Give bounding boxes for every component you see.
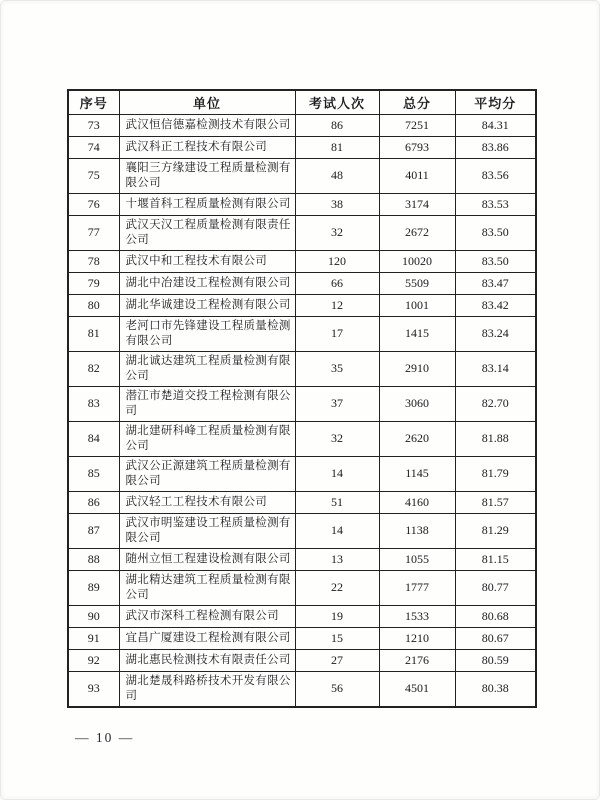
average-score-cell: 81.79	[455, 456, 536, 491]
row-number-cell: 85	[68, 456, 119, 491]
row-number-cell: 93	[68, 671, 119, 707]
average-score-cell: 84.31	[455, 114, 536, 136]
exam-count-cell: 48	[295, 158, 379, 193]
total-score-cell: 3174	[379, 193, 455, 215]
unit-cell: 襄阳三方缘建设工程质量检测有限公司	[119, 158, 295, 193]
table-row	[68, 605, 536, 627]
exam-count-cell: 19	[295, 605, 379, 627]
total-score-cell: 1533	[379, 605, 455, 627]
table-row	[68, 158, 536, 193]
average-score-cell: 83.53	[455, 193, 536, 215]
exam-count-cell: 27	[295, 649, 379, 671]
unit-cell: 武汉市深科工程检测有限公司	[119, 605, 295, 627]
average-score-cell: 81.15	[455, 548, 536, 570]
exam-count-cell: 81	[295, 136, 379, 158]
total-score-cell: 2176	[379, 649, 455, 671]
total-score-cell: 2910	[379, 351, 455, 386]
row-number-cell: 79	[68, 272, 119, 294]
exam-count-cell: 15	[295, 627, 379, 649]
exam-count-cell: 14	[295, 456, 379, 491]
total-score-cell: 10020	[379, 250, 455, 272]
total-score-cell: 4011	[379, 158, 455, 193]
row-number-cell: 73	[68, 114, 119, 136]
unit-cell: 武汉市明鉴建设工程质量检测有限公司	[119, 513, 295, 548]
total-score-cell: 1055	[379, 548, 455, 570]
total-score-header: 总分	[379, 90, 455, 114]
total-score-cell: 1001	[379, 294, 455, 316]
unit-cell: 十堰首科工程质量检测有限公司	[119, 193, 295, 215]
exam-count-cell: 17	[295, 316, 379, 351]
table-row	[68, 250, 536, 272]
table-row	[68, 671, 536, 707]
exam-count-cell: 22	[295, 570, 379, 605]
row-number-cell: 90	[68, 605, 119, 627]
total-score-cell: 1210	[379, 627, 455, 649]
unit-cell: 湖北惠民检测技术有限责任公司	[119, 649, 295, 671]
row-number-cell: 80	[68, 294, 119, 316]
row-number-cell: 75	[68, 158, 119, 193]
average-score-cell: 80.38	[455, 671, 536, 707]
unit-cell: 武汉轻工工程技术有限公司	[119, 491, 295, 513]
row-number-cell: 78	[68, 250, 119, 272]
total-score-cell: 1145	[379, 456, 455, 491]
table-row	[68, 351, 536, 386]
score-table-body	[68, 114, 536, 707]
unit-cell: 湖北精达建筑工程质量检测有限公司	[119, 570, 295, 605]
table-row	[68, 570, 536, 605]
total-score-cell: 2620	[379, 421, 455, 456]
average-score-cell: 81.88	[455, 421, 536, 456]
average-score-cell: 83.24	[455, 316, 536, 351]
total-score-cell: 1415	[379, 316, 455, 351]
average-score-cell: 80.68	[455, 605, 536, 627]
total-score-cell: 4160	[379, 491, 455, 513]
unit-cell: 随州立恒工程建设检测有限公司	[119, 548, 295, 570]
row-number-cell: 76	[68, 193, 119, 215]
average-score-cell: 80.77	[455, 570, 536, 605]
unit-header: 单位	[119, 90, 295, 114]
average-score-cell: 81.57	[455, 491, 536, 513]
row-number-cell: 87	[68, 513, 119, 548]
table-row	[68, 316, 536, 351]
unit-cell: 湖北中冶建设工程检测有限公司	[119, 272, 295, 294]
average-score-cell: 83.47	[455, 272, 536, 294]
total-score-cell: 4501	[379, 671, 455, 707]
unit-cell: 武汉公正源建筑工程质量检测有限公司	[119, 456, 295, 491]
table-row	[68, 421, 536, 456]
table-row	[68, 386, 536, 421]
exam-count-cell: 14	[295, 513, 379, 548]
unit-cell: 湖北楚晟科路桥技术开发有限公司	[119, 671, 295, 707]
row-number-cell: 89	[68, 570, 119, 605]
exam-count-cell: 37	[295, 386, 379, 421]
exam-count-cell: 120	[295, 250, 379, 272]
table-row	[68, 513, 536, 548]
exam-count-cell: 66	[295, 272, 379, 294]
average-score-cell: 80.67	[455, 627, 536, 649]
row-number-cell: 88	[68, 548, 119, 570]
row-number-cell: 92	[68, 649, 119, 671]
unit-cell: 湖北华诚建设工程检测有限公司	[119, 294, 295, 316]
total-score-cell: 7251	[379, 114, 455, 136]
average-score-cell: 83.86	[455, 136, 536, 158]
unit-cell: 潜江市楚道交投工程检测有限公司	[119, 386, 295, 421]
row-number-header: 序号	[68, 90, 119, 114]
average-score-header: 平均分	[455, 90, 536, 114]
average-score-cell: 81.29	[455, 513, 536, 548]
row-number-cell: 81	[68, 316, 119, 351]
unit-cell: 武汉科正工程技术有限公司	[119, 136, 295, 158]
unit-cell: 宜昌广厦建设工程检测有限公司	[119, 627, 295, 649]
exam-count-header: 考试人次	[295, 90, 379, 114]
table-row	[68, 491, 536, 513]
exam-count-cell: 32	[295, 421, 379, 456]
table-row	[68, 627, 536, 649]
row-number-cell: 91	[68, 627, 119, 649]
score-table-header	[68, 90, 536, 114]
table-row	[68, 649, 536, 671]
table-row	[68, 272, 536, 294]
average-score-cell: 82.70	[455, 386, 536, 421]
exam-count-cell: 12	[295, 294, 379, 316]
average-score-cell: 83.14	[455, 351, 536, 386]
unit-cell: 湖北建研科峰工程质量检测有限公司	[119, 421, 295, 456]
total-score-cell: 3060	[379, 386, 455, 421]
exam-count-cell: 51	[295, 491, 379, 513]
total-score-cell: 2672	[379, 215, 455, 250]
average-score-cell: 83.50	[455, 250, 536, 272]
unit-cell: 老河口市先锋建设工程质量检测有限公司	[119, 316, 295, 351]
exam-count-cell: 38	[295, 193, 379, 215]
average-score-cell: 80.59	[455, 649, 536, 671]
average-score-cell: 83.50	[455, 215, 536, 250]
table-row	[68, 193, 536, 215]
total-score-cell: 1777	[379, 570, 455, 605]
row-number-cell: 74	[68, 136, 119, 158]
total-score-cell: 5509	[379, 272, 455, 294]
row-number-cell: 86	[68, 491, 119, 513]
average-score-cell: 83.56	[455, 158, 536, 193]
exam-count-cell: 56	[295, 671, 379, 707]
total-score-cell: 6793	[379, 136, 455, 158]
unit-cell: 湖北诚达建筑工程质量检测有限公司	[119, 351, 295, 386]
page-number: — 10 —	[75, 730, 135, 745]
row-number-cell: 83	[68, 386, 119, 421]
unit-cell: 武汉天汉工程质量检测有限责任公司	[119, 215, 295, 250]
row-number-cell: 77	[68, 215, 119, 250]
row-number-cell: 84	[68, 421, 119, 456]
table-row	[68, 136, 536, 158]
table-row	[68, 548, 536, 570]
exam-count-cell: 13	[295, 548, 379, 570]
exam-count-cell: 35	[295, 351, 379, 386]
table-row	[68, 294, 536, 316]
unit-cell: 武汉中和工程技术有限公司	[119, 250, 295, 272]
total-score-cell: 1138	[379, 513, 455, 548]
unit-cell: 武汉恒信德嘉检测技术有限公司	[119, 114, 295, 136]
table-row	[68, 114, 536, 136]
average-score-cell: 83.42	[455, 294, 536, 316]
score-table	[67, 89, 537, 708]
header-row	[68, 90, 536, 114]
row-number-cell: 82	[68, 351, 119, 386]
exam-count-cell: 86	[295, 114, 379, 136]
table-row	[68, 456, 536, 491]
exam-count-cell: 32	[295, 215, 379, 250]
table-row	[68, 215, 536, 250]
